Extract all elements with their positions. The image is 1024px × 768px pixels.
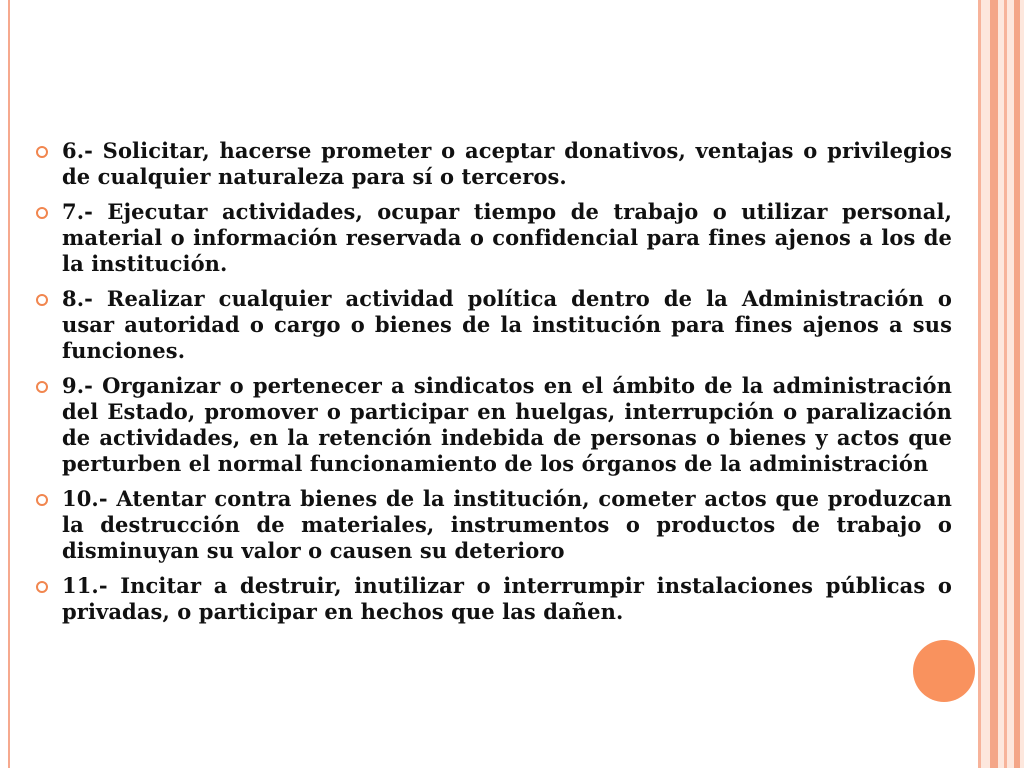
bullet-text: 10.- Atentar contra bienes de la institución, cometer actos que produzcan la destrucción de materiales, instrumentos o productos de trabajo o disminuyan su valor o causen su deterioro — [62, 486, 952, 563]
bullet-circle-icon — [36, 581, 48, 593]
list-item — [36, 286, 952, 364]
bullet-text: 8.- Realizar cualquier actividad política dentro de la Administración o usar autoridad o cargo o bienes de la institución para fines ajenos a sus funciones. — [62, 286, 952, 363]
list-item — [36, 199, 952, 277]
bullet-text: 9.- Organizar o pertenecer a sindicatos en el ámbito de la administración del Estado, promover o participar en huelgas, interrupción o paralización de actividades, en la retención indebida de personas o bienes y actos que perturben el normal funcionamiento de los órganos de la administración — [62, 373, 952, 476]
right-stripe — [990, 0, 998, 768]
list-item — [36, 373, 952, 477]
bullet-circle-icon — [36, 146, 48, 158]
right-stripe — [1014, 0, 1020, 768]
bullet-circle-icon — [36, 494, 48, 506]
accent-circle — [913, 640, 975, 702]
bullet-text: 7.- Ejecutar actividades, ocupar tiempo de trabajo o utilizar personal, material o información reservada o confidencial para fines ajenos a los de la institución. — [62, 199, 952, 276]
list-item — [36, 138, 952, 190]
right-stripe — [1004, 0, 1007, 768]
left-border-line — [8, 0, 10, 768]
bullet-text: 6.- Solicitar, hacerse prometer o aceptar donativos, ventajas o privilegios de cualquier naturaleza para sí o terceros. — [62, 138, 952, 189]
list-item — [36, 486, 952, 564]
bullet-circle-icon — [36, 381, 48, 393]
bullet-circle-icon — [36, 207, 48, 219]
bullet-list — [36, 138, 952, 634]
bullet-text: 11.- Incitar a destruir, inutilizar o interrumpir instalaciones públicas o privadas, o participar en hechos que las dañen. — [62, 573, 952, 624]
bullet-circle-icon — [36, 294, 48, 306]
right-stripe — [978, 0, 981, 768]
list-item — [36, 573, 952, 625]
